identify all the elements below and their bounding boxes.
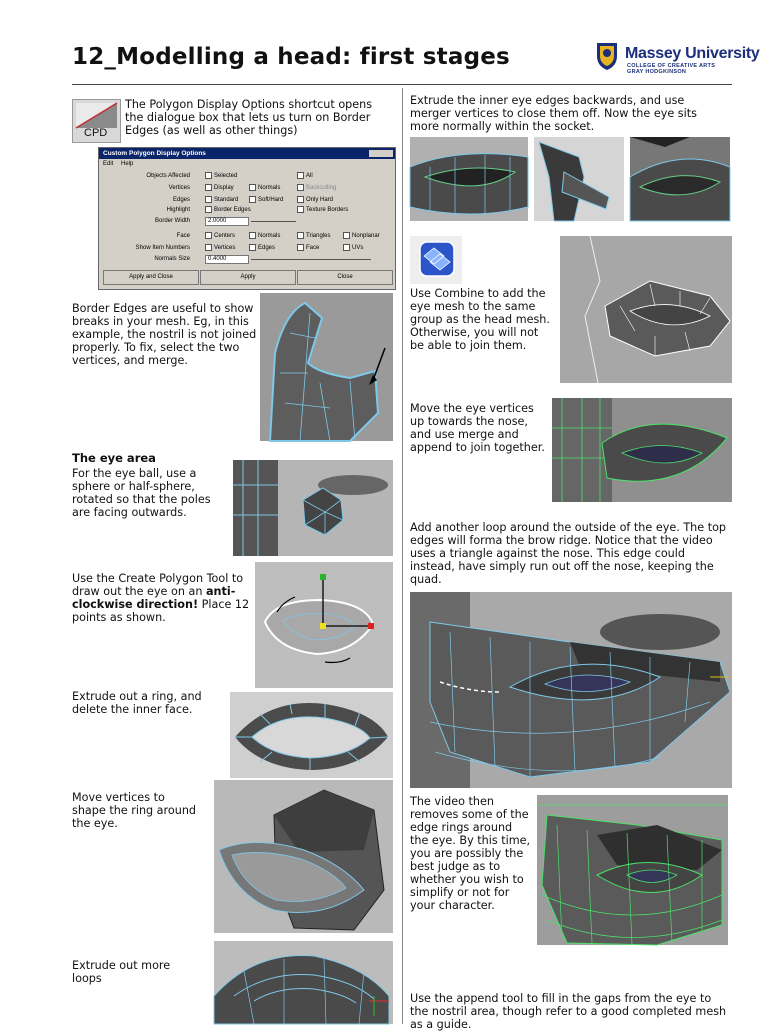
checkbox-face-normals[interactable] xyxy=(249,232,256,239)
university-crest-icon xyxy=(594,40,620,72)
intro-text: The Polygon Display Options shortcut opens the dialogue box that lets us turn on Border Edges (as well as other things) xyxy=(125,98,373,137)
combine-text: Use Combine to add the eye mesh to the same group as the head mesh. Otherwise, you will not be able to join them. xyxy=(410,287,550,352)
radio-soft-hard[interactable] xyxy=(249,196,256,203)
apply-and-close-button[interactable]: Apply and Close xyxy=(103,270,199,285)
checkbox-texture-borders[interactable] xyxy=(297,206,304,213)
simplify-mesh-image xyxy=(537,795,728,945)
eye-ring-image xyxy=(230,692,393,778)
logo-name: Massey University xyxy=(625,45,760,62)
append-text: Use the append tool to fill in the gaps from the eye to the nostril area, though refer to a good completed mesh as a guide. xyxy=(410,992,727,1031)
checkbox-triangles[interactable] xyxy=(297,232,304,239)
polygon-display-dialog: Custom Polygon Display Options Edit Help Objects Affected Selected All Vertices Display Normals Backculling Edges Standard Soft/Hard Only Hard Highlight Border Edges Texture Borders Border Width 2.0000 Face Centers Normals Triangles Nonplanar Show Item Numbers Vertices Edges Face UVs Normals Size 0.4000 Apply and Close Apply Close xyxy=(98,147,396,290)
inner-edges-image-2 xyxy=(534,137,624,221)
cpd-shelf-icon[interactable] xyxy=(72,99,121,143)
border-width-slider[interactable] xyxy=(251,221,296,222)
eye-sphere-image xyxy=(233,460,393,556)
eye-shape-image xyxy=(214,780,393,933)
border-width-field[interactable]: 2.0000 xyxy=(205,217,249,226)
radio-only-hard[interactable] xyxy=(297,196,304,203)
eye-ball-text: For the eye ball, use a sphere or half-sphere, rotated so that the poles are facing outwards. xyxy=(72,467,211,519)
add-loop-text: Add another loop around the outside of the eye. The top edges will forma the brow ridge. Notice that the video uses a triangle against the nose. This edge could instead, have simply run out off the nose, keeping the quad. xyxy=(410,521,727,586)
checkbox-nonplanar[interactable] xyxy=(343,232,350,239)
inner-edges-image-1 xyxy=(410,137,528,221)
create-polygon-text: Use the Create Polygon Tool to draw out the eye on an anti-clockwise direction! Place 12 points as shown. xyxy=(72,572,250,624)
add-loop-image xyxy=(410,592,732,788)
extrude-inner-text: Extrude the inner eye edges backwards, and use merger vertices to close them off. Now the eye sits more normally within the socket. xyxy=(410,94,697,133)
normals-size-slider[interactable] xyxy=(251,259,371,260)
checkbox-item-vertices[interactable] xyxy=(205,244,212,251)
checkbox-centers[interactable] xyxy=(205,232,212,239)
dialog-title: Custom Polygon Display Options xyxy=(99,148,395,159)
radio-standard[interactable] xyxy=(205,196,212,203)
extrude-loops-text: Extrude out more loops xyxy=(72,959,171,985)
nostril-mesh-image xyxy=(260,293,393,441)
close-button[interactable]: Close xyxy=(297,270,393,285)
checkbox-item-face[interactable] xyxy=(297,244,304,251)
checkbox-item-edges[interactable] xyxy=(249,244,256,251)
apply-button[interactable]: Apply xyxy=(200,270,296,285)
radio-all[interactable] xyxy=(297,172,304,179)
cpd-label: CPD xyxy=(84,127,108,139)
menu-help[interactable]: Help xyxy=(121,161,134,167)
checkbox-display[interactable] xyxy=(205,184,212,191)
checkbox-border-edges[interactable] xyxy=(205,206,212,213)
create-polygon-image xyxy=(255,562,393,688)
logo-subtitle: COLLEGE OF CREATIVE ARTS GRAY HODGKINSON xyxy=(627,63,716,75)
header-rule xyxy=(72,84,732,85)
eye-area-heading: The eye area xyxy=(72,451,156,465)
eye-loops-image xyxy=(214,941,393,1024)
move-eye-image xyxy=(552,398,732,502)
dialog-window-controls-icon[interactable] xyxy=(369,150,393,157)
page-title: 12_Modelling a head: first stages xyxy=(72,44,510,70)
checkbox-backculling[interactable] xyxy=(297,184,304,191)
menu-edit[interactable]: Edit xyxy=(103,161,114,167)
radio-selected[interactable] xyxy=(205,172,212,179)
extrude-ring-text: Extrude out a ring, and delete the inner face. xyxy=(72,690,202,716)
normals-size-field[interactable]: 0.4000 xyxy=(205,255,249,264)
combine-icon[interactable] xyxy=(410,236,462,284)
move-eye-text: Move the eye vertices up towards the nose, and use merge and append to join together. xyxy=(410,402,545,454)
checkbox-normals[interactable] xyxy=(249,184,256,191)
column-divider xyxy=(402,88,403,1024)
inner-edges-image-3 xyxy=(630,137,730,221)
combine-mesh-image xyxy=(560,236,732,383)
checkbox-item-uvs[interactable] xyxy=(343,244,350,251)
border-edges-text: Border Edges are useful to show breaks in your mesh. Eg, in this example, the nostril is not joined properly. To fix, select the two vertices, and merge. xyxy=(72,302,257,367)
removes-rings-text: The video then removes some of the edge rings around the eye. By this time, you are possibly the best judge as to whether you wish to simplify or not for your character. xyxy=(410,795,531,912)
move-vertices-text: Move vertices to shape the ring around the eye. xyxy=(72,791,197,830)
